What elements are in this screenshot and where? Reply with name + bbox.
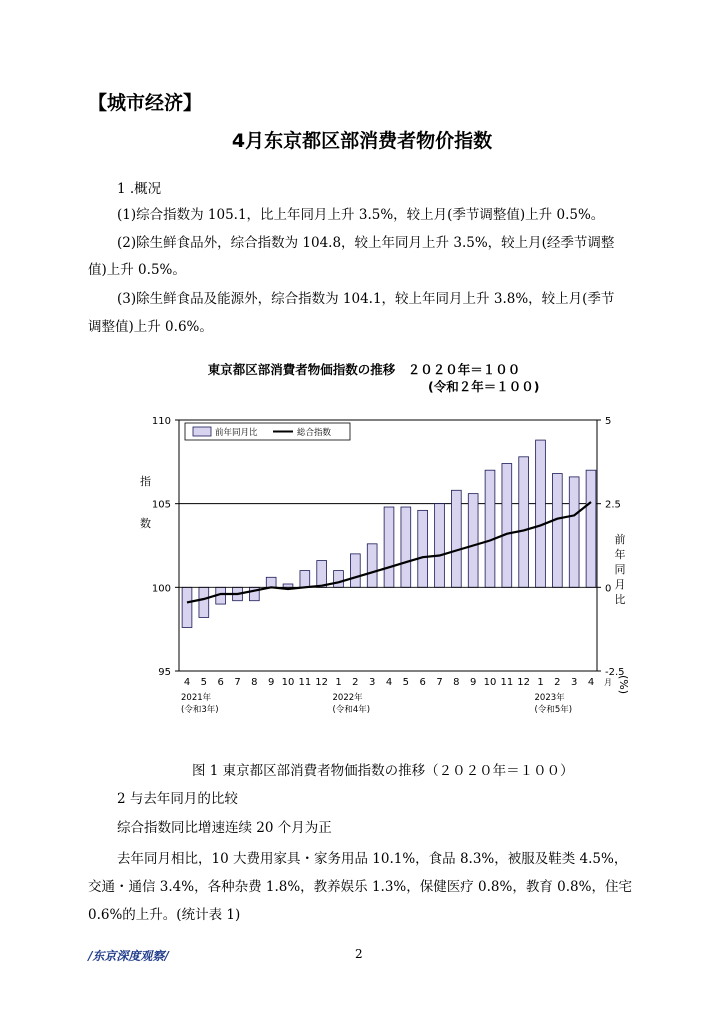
x-year-label: 2022年 xyxy=(332,693,363,703)
left-axis-tick-label: 105 xyxy=(151,499,171,511)
chart-subtitle: (令和２年＝１００) xyxy=(428,379,540,394)
bar-yoy xyxy=(552,474,562,588)
page-number: 2 xyxy=(355,947,363,961)
x-era-label: (令和5年) xyxy=(534,705,573,715)
overview-line-2a: (2)除生鲜食品外，综合指数为 104.8，较上年同月上升 3.5%，较上月(经季节调整 xyxy=(117,235,615,251)
x-era-label: (令和4年) xyxy=(332,705,371,715)
chart-legend xyxy=(185,423,350,440)
x-tick-label: 12 xyxy=(315,677,329,688)
x-tick-label: 6 xyxy=(419,677,426,688)
x-tick-label: 3 xyxy=(368,677,376,688)
bar-yoy xyxy=(199,587,209,617)
right-axis-tick-label: 2.5 xyxy=(605,499,621,511)
right-axis-label-char: 月 xyxy=(614,578,626,591)
x-tick-label: 3 xyxy=(570,677,578,688)
right-axis-tick-label: 0 xyxy=(605,583,612,595)
x-era-label: (令和3年) xyxy=(181,705,219,715)
right-axis-tick-label: 5 xyxy=(605,416,612,427)
x-tick-label: 8 xyxy=(251,677,258,688)
left-axis-tick-label: 110 xyxy=(151,416,171,427)
page-title: 4月东京都区部消费者物价指数 xyxy=(231,130,493,152)
bar-yoy xyxy=(300,571,310,588)
left-axis-tick-label: 100 xyxy=(151,583,171,595)
x-tick-label: 9 xyxy=(469,677,477,688)
bar-yoy xyxy=(468,494,478,588)
x-tick-label: 5 xyxy=(200,677,208,688)
bar-yoy xyxy=(536,440,546,587)
bar-yoy xyxy=(266,577,276,587)
left-axis-tick-label: 95 xyxy=(158,667,171,678)
overview-heading: 1 .概况 xyxy=(117,181,162,197)
legend-bar-swatch xyxy=(193,427,211,436)
x-tick-label: 7 xyxy=(234,677,241,688)
x-tick-label: 5 xyxy=(402,677,410,688)
comparison-body-3: 0.6%的上升。(统计表 1) xyxy=(88,907,241,923)
x-tick-label: 4 xyxy=(385,677,393,688)
overview-line-3a: (3)除生鲜食品及能源外，综合指数为 104.1，较上年同月上升 3.8%，较上月(季节 xyxy=(117,291,615,307)
bar-yoy xyxy=(334,571,344,588)
bar-yoy xyxy=(435,504,445,588)
bar-yoy xyxy=(485,470,495,587)
x-tick-label: 11 xyxy=(298,677,312,688)
comparison-body-1: 去年同月相比，10 大费用家具・家务用品 10.1%，食品 8.3%，被服及鞋类 4.5%， xyxy=(117,851,628,867)
comparison-subheading: 综合指数同比增速连续 20 个月为正 xyxy=(117,820,332,836)
footer-source: /东京深度观察/ xyxy=(88,949,169,963)
legend-line-label: 総合指数 xyxy=(297,428,332,438)
right-axis-label-char: 前 xyxy=(614,533,626,546)
bar-yoy xyxy=(401,507,411,587)
bar-yoy xyxy=(350,554,360,587)
legend-bar-label: 前年同月比 xyxy=(215,428,258,438)
right-axis-label-char: 年 xyxy=(614,548,626,561)
x-tick-label: 10 xyxy=(281,677,295,688)
figure-caption: 图 1 東京都区部消費者物価指数の推移（２０２０年＝１００） xyxy=(192,763,574,779)
left-axis-label-2: 数 xyxy=(140,517,151,530)
bar-yoy xyxy=(586,470,596,587)
x-tick-label: 12 xyxy=(517,677,531,688)
comparison-body-2: 交通・通信 3.4%，各种杂费 1.8%，教养娱乐 1.3%，保健医疗 0.8%，教育 0.8%，住宅 xyxy=(88,879,632,895)
bar-yoy xyxy=(317,561,327,588)
overview-line-2b: 值)上升 0.5%。 xyxy=(88,262,186,278)
bar-yoy xyxy=(418,510,428,587)
comparison-heading: 2 与去年同月的比较 xyxy=(117,791,238,807)
x-tick-label: 1 xyxy=(335,677,342,688)
x-tick-label: 4 xyxy=(587,677,595,688)
right-axis-label-char: 同 xyxy=(614,563,626,576)
x-tick-label: 11 xyxy=(500,677,514,688)
x-unit-label: 月 xyxy=(604,678,612,687)
bar-yoy xyxy=(384,507,394,587)
bar-yoy xyxy=(519,457,529,588)
x-year-label: 2021年 xyxy=(181,693,212,703)
x-tick-label: 7 xyxy=(436,677,443,688)
x-tick-label: 6 xyxy=(217,677,224,688)
x-year-label: 2023年 xyxy=(534,693,565,703)
x-tick-label: 2 xyxy=(352,677,359,688)
bar-yoy xyxy=(451,490,461,587)
bar-yoy xyxy=(502,464,512,588)
x-tick-label: 2 xyxy=(554,677,561,688)
x-tick-label: 10 xyxy=(483,677,497,688)
bar-yoy xyxy=(182,587,192,627)
bar-yoy xyxy=(367,544,377,588)
bar-yoy xyxy=(569,477,579,587)
cpi-chart xyxy=(120,355,630,735)
overview-line-3b: 调整值)上升 0.6%。 xyxy=(88,319,213,335)
right-axis-tick-label: -2.5 xyxy=(605,667,625,678)
x-tick-label: 4 xyxy=(183,677,191,688)
left-axis-label-1: 指 xyxy=(140,475,151,488)
x-tick-label: 9 xyxy=(267,677,275,688)
x-tick-label: 8 xyxy=(453,677,460,688)
right-axis-label-unit: (%) xyxy=(617,675,630,695)
right-axis-label-char: 比 xyxy=(614,593,626,606)
bar-yoy xyxy=(283,584,293,587)
chart-title: 東京都区部消費者物価指数の推移 ２０２０年＝１００ xyxy=(207,362,521,377)
x-tick-label: 1 xyxy=(537,677,544,688)
overview-line-1: (1)综合指数为 105.1，比上年同月上升 3.5%，较上月(季节调整值)上升 0.5%。 xyxy=(117,207,605,223)
section-header: 【城市经济】 xyxy=(88,92,203,114)
